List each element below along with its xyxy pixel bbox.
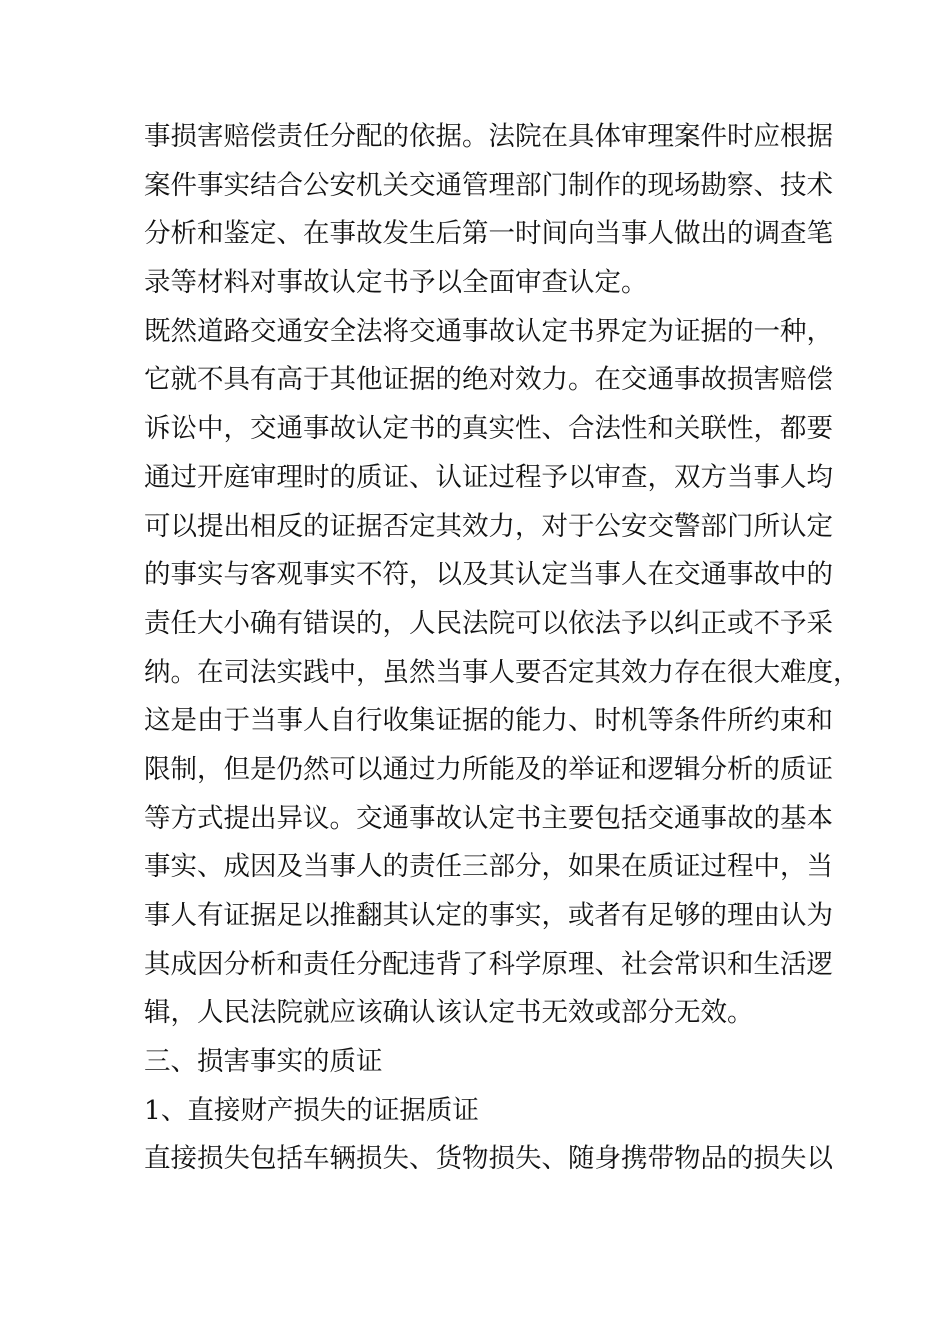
text-line: 诉讼中，交通事故认定书的真实性、合法性和关联性，都要 [144,413,833,445]
text-line: 事人有证据足以推翻其认定的事实，或者有足够的理由认为 [144,900,833,931]
text-line: 分析和鉴定、在事故发生后第一时间向当事人做出的调查笔 [144,218,833,250]
subsection-heading: 1、直接财产损失的证据质证 [144,1094,479,1126]
text-line: 既然道路交通安全法将交通事故认定书界定为证据的一种， [144,315,833,347]
text-line: 其成因分析和责任分配违背了科学原理、社会常识和生活逻 [144,948,833,980]
text-line: 纳。在司法实践中，虽然当事人要否定其效力存在很大难度， [144,656,860,688]
text-line: 辑，人民法院就应该确认该认定书无效或部分无效。 [144,997,754,1029]
text-line: 直接损失包括车辆损失、货物损失、随身携带物品的损失以 [144,1143,833,1175]
text-line: 它就不具有高于其他证据的绝对效力。在交通事故损害赔偿 [144,364,833,396]
text-line: 通过开庭审理时的质证、认证过程予以审查，双方当事人均 [144,461,833,493]
text-line: 可以提出相反的证据否定其效力，对于公安交警部门所认定 [144,510,833,542]
section-heading: 三、损害事实的质证 [144,1046,383,1078]
text-line: 事实、成因及当事人的责任三部分，如果在质证过程中，当 [144,851,833,883]
text-line: 责任大小确有错误的，人民法院可以依法予以纠正或不予采 [144,607,833,639]
text-line: 录等材料对事故认定书予以全面审查认定。 [144,267,648,299]
text-line: 事损害赔偿责任分配的依据。法院在具体审理案件时应根据 [144,121,833,152]
text-line: 这是由于当事人自行收集证据的能力、时机等条件所约束和 [144,705,833,737]
body-text [144,113,860,1184]
text-line: 案件事实结合公安机关交通管理部门制作的现场勘察、技术 [144,169,833,201]
text-line: 等方式提出异议。交通事故认定书主要包括交通事故的基本 [144,802,833,834]
text-line: 限制，但是仍然可以通过力所能及的举证和逻辑分析的质证 [144,753,833,785]
text-line: 的事实与客观事实不符，以及其认定当事人在交通事故中的 [144,559,833,591]
